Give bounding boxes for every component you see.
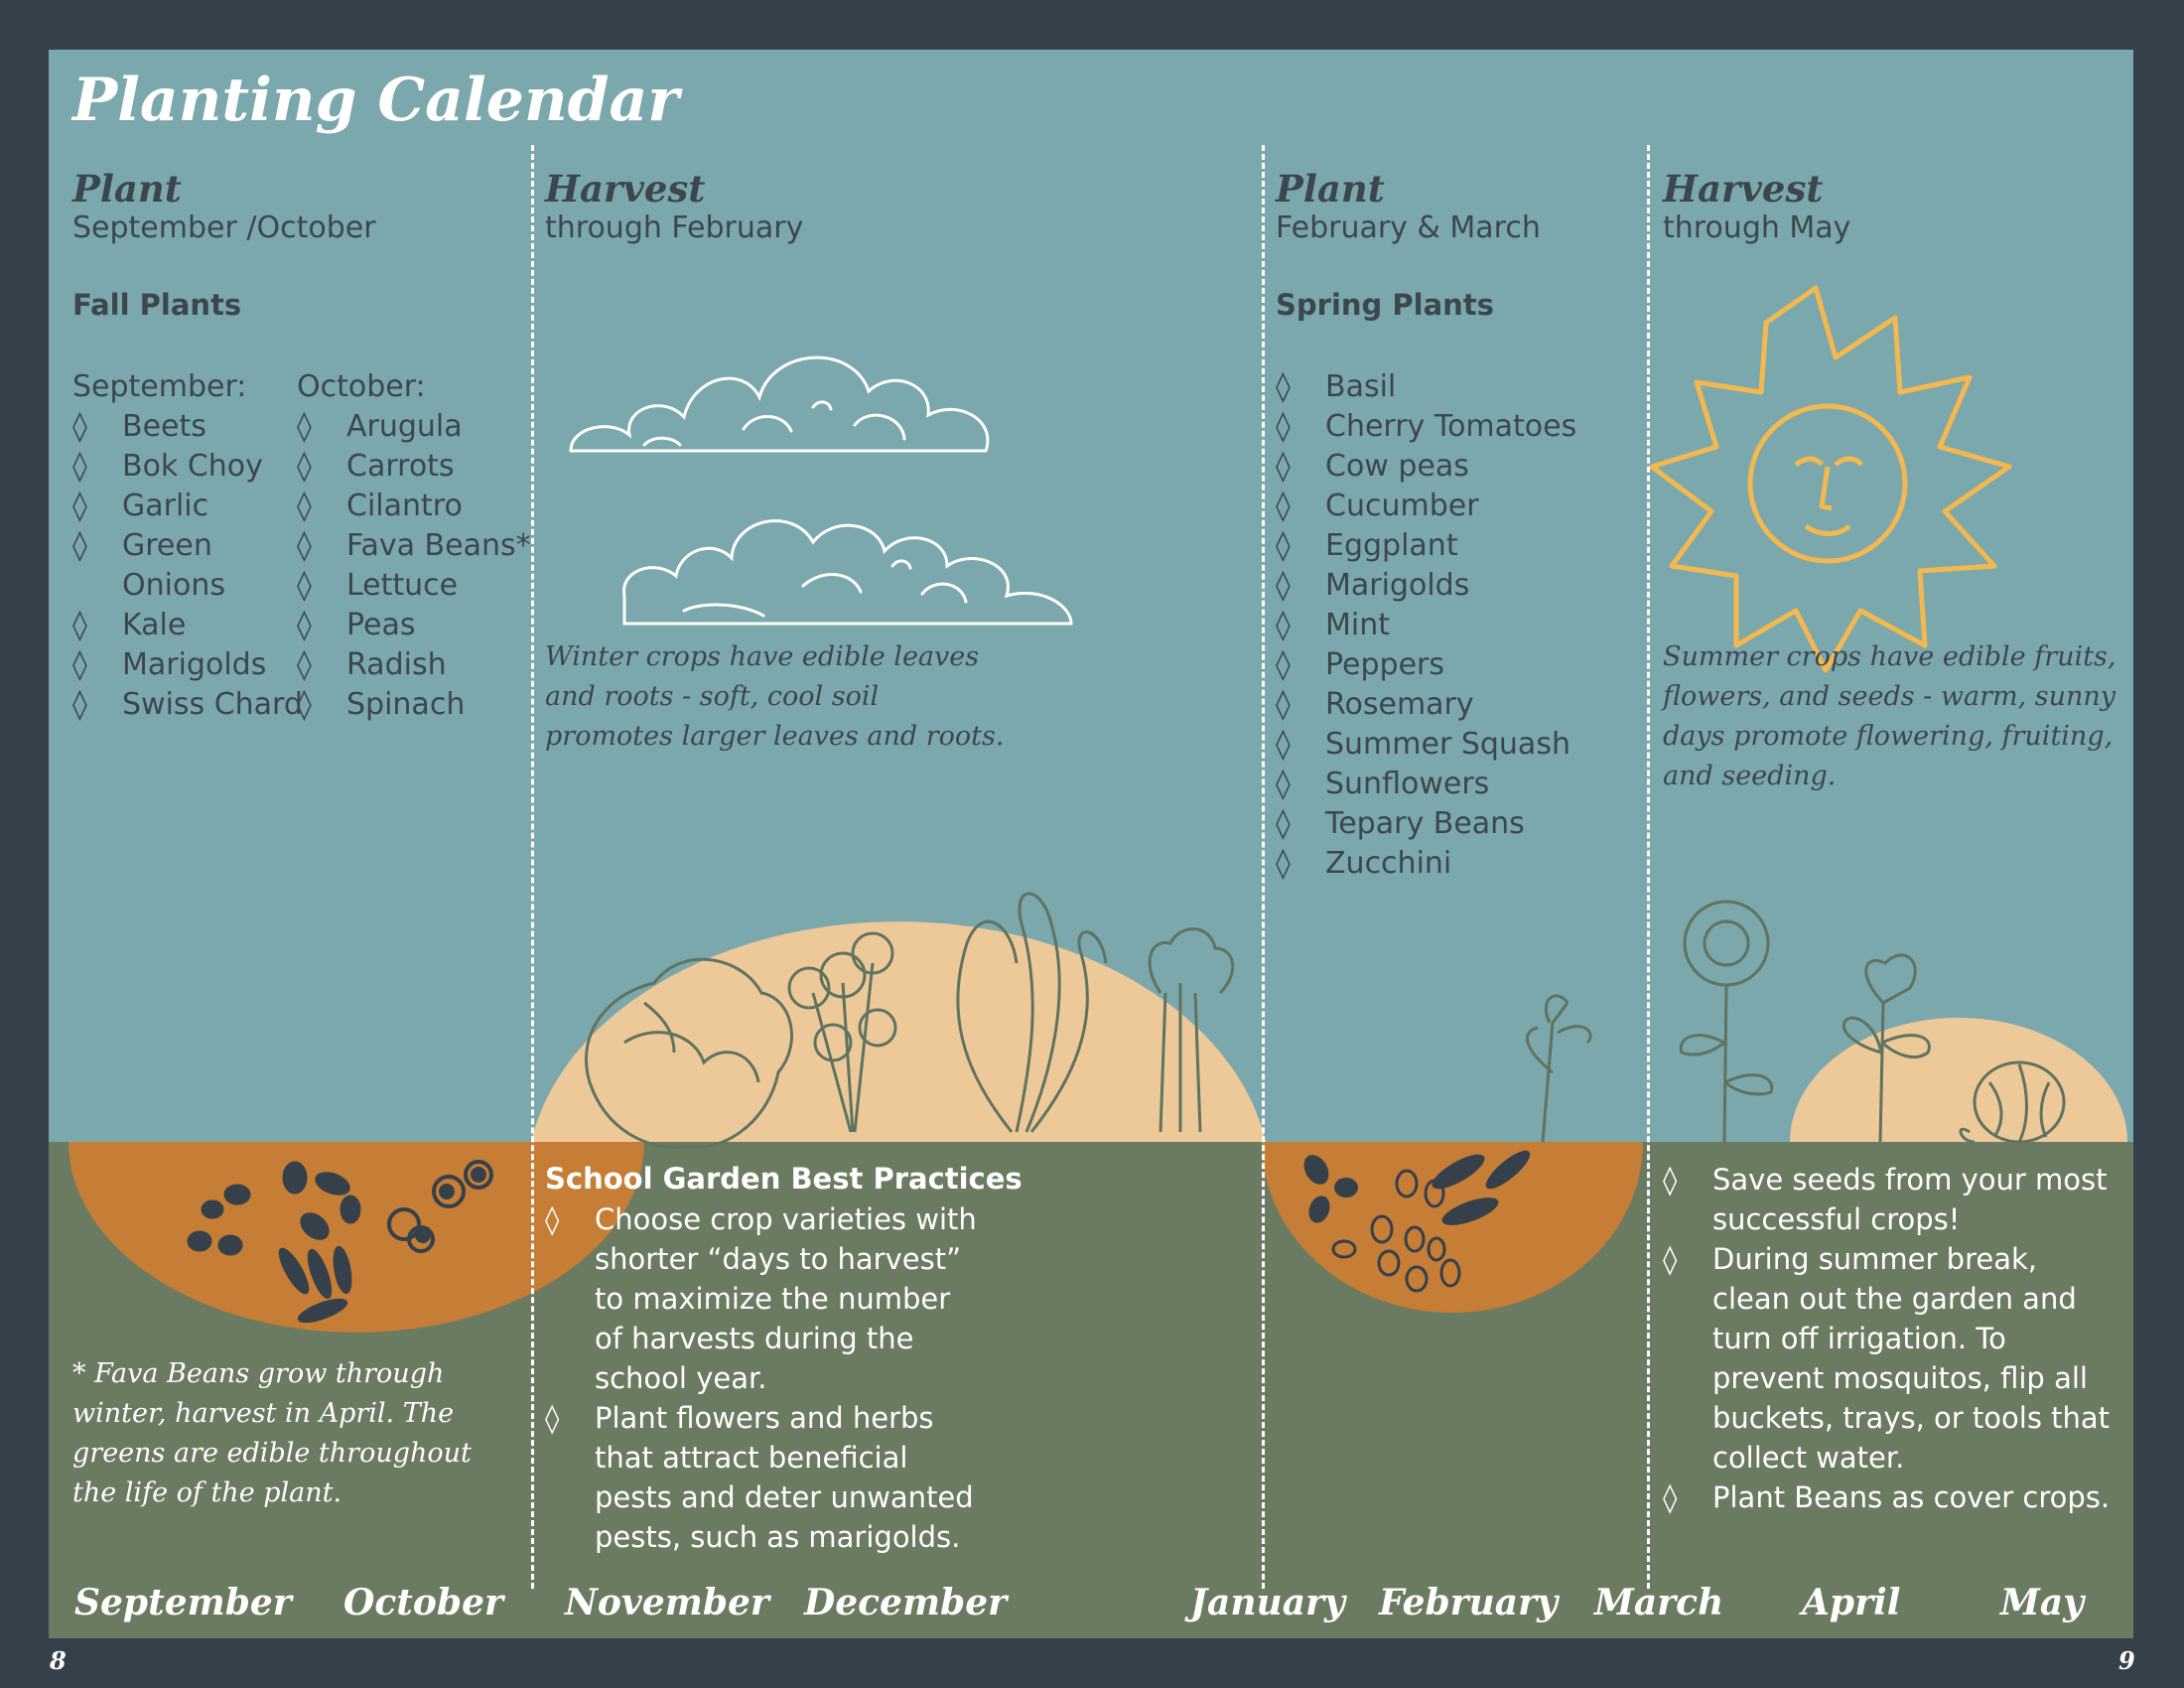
list-item: ◊ Marigolds (72, 645, 303, 685)
page-number-left: 8 (50, 1646, 67, 1675)
list-item: ◊ Basil (1276, 367, 1576, 407)
fava-footnote: * Fava Beans grow through winter, harvest in April. The greens are edible throughout the life of the plant. (72, 1358, 472, 1508)
list-item: ◊ Kale (72, 606, 303, 645)
summer-harvest-heading: Harvest (1663, 167, 1824, 211)
sun-icon (1652, 288, 2009, 670)
month-label: October (343, 1582, 503, 1623)
october-plant-list (297, 407, 531, 725)
list-item: ◊ Plant Beans as cover crops. (1663, 1477, 2119, 1517)
fall-plant-heading: Plant (72, 167, 182, 211)
summer-harvest-mound (1790, 1018, 2127, 1142)
september-label: September: (72, 369, 247, 404)
list-item-continuation: ◊ Onions (72, 566, 303, 606)
summer-harvest-subheading: through May (1663, 211, 1851, 245)
page-title: Planting Calendar (72, 66, 680, 135)
october-label: October: (297, 369, 426, 404)
spring-plant-heading: Plant (1276, 167, 1385, 211)
best-practices-list (545, 1199, 982, 1557)
list-item: ◊ Spinach (297, 685, 531, 725)
october-list-block (297, 367, 531, 725)
list-item: ◊ Radish (297, 645, 531, 685)
list-item: ◊ Swiss Chard (72, 685, 303, 725)
list-item: ◊ Cow peas (1276, 447, 1576, 487)
list-item: ◊ Cilantro (297, 487, 531, 526)
list-item: ◊ Eggplant (1276, 526, 1576, 566)
fall-plant-subheading: September /October (72, 211, 376, 245)
planting-calendar-spread (49, 50, 2133, 1638)
summer-crops-note: Summer crops have edible fruits, flowers, and seeds - warm, sunny days promote flowering, fruiting, and seeding. (1663, 641, 2116, 791)
list-item: ◊ During summer break, clean out the garden and turn off irrigation. To prevent mosquitos, flip all buckets, trays, or tools that collect water. (1663, 1239, 2119, 1477)
sunflower-icon (1681, 902, 1772, 1142)
cloud-icon (571, 357, 988, 451)
list-item: ◊ Mint (1276, 606, 1576, 645)
list-item: ◊ Zucchini (1276, 844, 1576, 884)
page-number-right: 9 (2118, 1646, 2135, 1675)
spring-plant-list (1276, 367, 1576, 884)
month-label: September (74, 1582, 292, 1623)
list-item: ◊ Cucumber (1276, 487, 1576, 526)
month-label: December (804, 1582, 1008, 1623)
list-item: ◊ Bok Choy (72, 447, 303, 487)
best-practices-title: School Garden Best Practices (545, 1162, 1023, 1196)
column-divider (1647, 145, 1650, 1589)
list-item: ◊ Garlic (72, 487, 303, 526)
list-item: ◊ Carrots (297, 447, 531, 487)
list-item: ◊ Save seeds from your most successful crops! (1663, 1160, 2119, 1239)
summer-tips-list (1663, 1160, 2119, 1517)
column-divider (1262, 145, 1265, 1589)
month-label: May (2000, 1582, 2085, 1623)
list-item: ◊ Cherry Tomatoes (1276, 407, 1576, 447)
month-label: February (1379, 1582, 1559, 1623)
list-item: ◊ Peas (297, 606, 531, 645)
list-item: ◊ Tepary Beans (1276, 804, 1576, 844)
month-label: January (1190, 1582, 1345, 1623)
list-item: ◊ Sunflowers (1276, 765, 1576, 804)
list-item: ◊ Beets (72, 407, 303, 447)
list-item: ◊ Rosemary (1276, 685, 1576, 725)
list-item: ◊ Peppers (1276, 645, 1576, 685)
month-label: April (1802, 1582, 1901, 1623)
list-item: ◊ Marigolds (1276, 566, 1576, 606)
spring-plant-subheading: February & March (1276, 211, 1541, 245)
winter-harvest-mound (531, 921, 1266, 1142)
month-label: March (1594, 1582, 1724, 1623)
list-item: ◊ Arugula (297, 407, 531, 447)
winter-harvest-heading: Harvest (545, 167, 706, 211)
list-item: ◊ Summer Squash (1276, 725, 1576, 765)
column-divider (531, 145, 534, 1589)
list-item: ◊ Plant flowers and herbs that attract beneficial pests and deter unwanted pests, such as marigolds. (545, 1398, 982, 1557)
list-item: ◊ Fava Beans* (297, 526, 531, 566)
cloud-icon (624, 521, 1071, 624)
list-item: ◊ Choose crop varieties with shorter “days to harvest” to maximize the number of harvests during the school year. (545, 1199, 982, 1398)
list-item: ◊ Green (72, 526, 303, 566)
winter-crops-note: Winter crops have edible leaves and roots - soft, cool soil promotes larger leaves and roots. (545, 641, 1005, 752)
september-plant-list (72, 407, 303, 725)
fall-plants-section-title: Fall Plants (72, 288, 242, 322)
winter-harvest-subheading: through February (545, 211, 804, 245)
spring-plants-section-title: Spring Plants (1276, 288, 1494, 322)
list-item: ◊ Lettuce (297, 566, 531, 606)
september-list-block (72, 367, 303, 725)
pepper-plant-icon (1527, 996, 1590, 1142)
month-label: November (565, 1582, 769, 1623)
